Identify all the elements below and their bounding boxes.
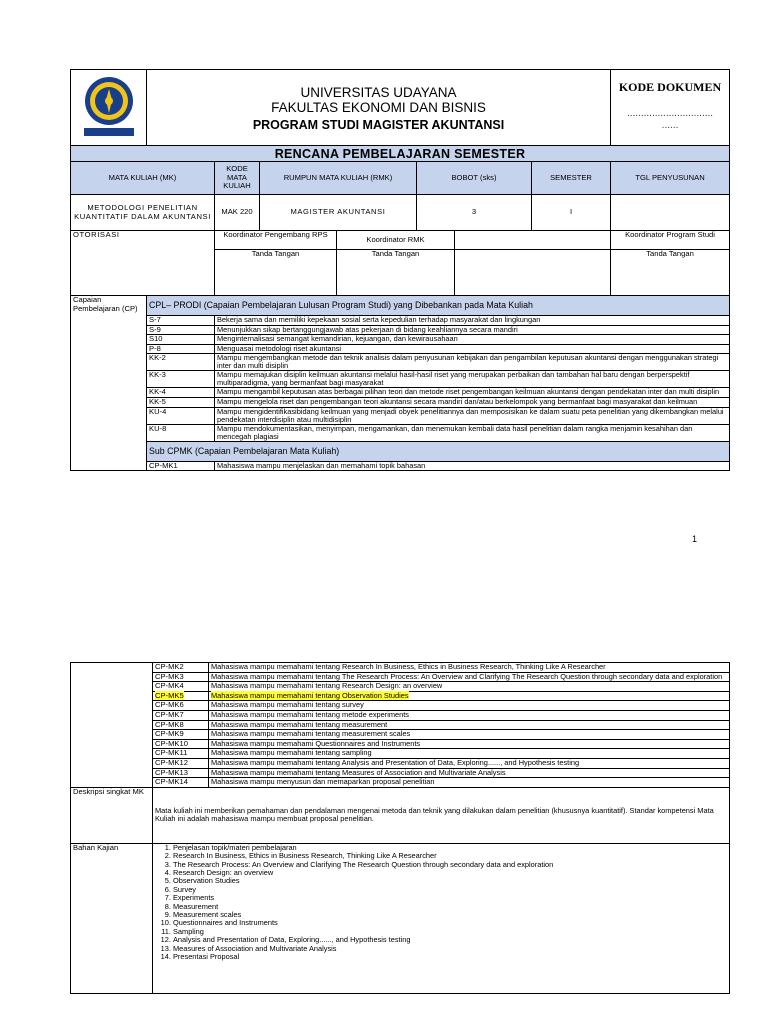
list-item: 4. Research Design: an overview: [173, 869, 727, 877]
faculty-name: FAKULTAS EKONOMI DAN BISNIS: [271, 100, 486, 116]
list-item: 10. Questionnaires and Instruments: [173, 919, 727, 927]
cpmk-text: Mahasiswa mampu memahami tentang Analysis and Presentation of Data, Exploring......, and Hypothesis testing: [209, 758, 730, 768]
list-item: 11. Sampling: [173, 928, 727, 936]
sub-cpmk-heading: Sub CPMK (Capaian Pembelajaran Mata Kuliah): [147, 441, 730, 461]
course-semester: I: [532, 195, 611, 231]
cpl-code: KK-2: [147, 354, 215, 371]
course-bobot: 3: [417, 195, 532, 231]
cpl-text: Menunjukkan sikap bertanggungjawab atas pekerjaan di bidang keahliannya secara mandiri: [215, 325, 730, 335]
cpmk-code: CP-MK3: [153, 672, 209, 682]
cpl-text: Menguasai metodologi riset akuntansi: [215, 344, 730, 354]
col-semester: SEMESTER: [532, 162, 611, 195]
cpl-code: KK-3: [147, 371, 215, 388]
list-item: 8. Measurement: [173, 903, 727, 911]
deskripsi-text: Mata kuliah ini memberikan pemahaman dan pendalaman mengenai metoda dan teknik yang dilakukan dalam penelitian (khususnya kuantitatif). Standar kompetensi Mata Kuliah ini adalah mahasiswa mampu membuat proposal penelitian.: [153, 787, 730, 843]
cpmk-code: CP-MK9: [153, 730, 209, 740]
list-item: 2. Research In Business, Ethics in Business Research, Thinking Like A Researcher: [173, 852, 727, 860]
cpmk-text: Mahasiswa mampu memahami tentang Measures of Association and Multivariate Analysis: [209, 768, 730, 778]
course-code: MAK 220: [215, 195, 260, 231]
rps-table-page2: [70, 662, 730, 994]
cpl-code: KU-8: [147, 424, 215, 441]
list-item: 9. Measurement scales: [173, 911, 727, 919]
otorisasi-label: OTORISASI: [71, 231, 215, 296]
course-rumpun: MAGISTER AKUNTANSI: [260, 195, 417, 231]
koordinator-rmk: Koordinator RMK: [337, 231, 455, 250]
university-logo: [76, 73, 142, 139]
cpmk-code: CP-MK10: [153, 739, 209, 749]
highlighted-code: CP-MK5: [155, 690, 184, 700]
cpmk-text: Mahasiswa mampu memahami tentang Research Design: an overview: [209, 682, 730, 692]
cpmk-text: Mahasiswa mampu menyusun dan memaparkan proposal penelitian: [209, 778, 730, 788]
cp-label: Capaian Pembelajaran (CP): [71, 296, 147, 471]
cpl-code: KK-5: [147, 397, 215, 407]
university-name: UNIVERSITAS UDAYANA: [300, 85, 457, 101]
col-bobot: BOBOT (sks): [417, 162, 532, 195]
cpl-code: KK-4: [147, 388, 215, 398]
col-kode-mk: KODE MATA KULIAH: [215, 162, 260, 195]
cpmk-text: Mahasiswa mampu memahami tentang measurement scales: [209, 730, 730, 740]
cpmk-code: CP-MK8: [153, 720, 209, 730]
rps-title: RENCANA PEMBELAJARAN SEMESTER: [71, 146, 730, 162]
cpl-text: Bekerja sama dan memiliki kepekaan sosial serta kepedulian terhadap masyarakat dan lingkungan: [215, 316, 730, 326]
bahan-kajian-label: Bahan Kajian: [71, 843, 153, 993]
cpl-text: Mampu memajukan disiplin keilmuan akuntansi melalui hasil-hasil riset yang merupakan perbaikan dan tambahan hal baru dengan berperspektif multiparadigma, yang bermanfaat bagi masyarakat: [215, 371, 730, 388]
tanda-tangan-2: Tanda Tangan: [337, 250, 455, 296]
page-number: 1: [692, 534, 698, 544]
cpmk-text: Mahasiswa mampu memahami tentang measurement: [209, 720, 730, 730]
cpl-code: S10: [147, 335, 215, 345]
koordinator-pengembang-rps: Koordinator Pengembang RPS: [215, 231, 337, 250]
program-name: PROGRAM STUDI MAGISTER AKUNTANSI: [252, 118, 505, 133]
cpmk-text: Mahasiswa mampu memahami tentang The Research Process: An Overview and Clarifying The Research Question through secondary data and exploration: [209, 672, 730, 682]
cpmk-text: Mahasiswa mampu memahami Questionnaires and Instruments: [209, 739, 730, 749]
tanda-tangan-1: Tanda Tangan: [215, 250, 337, 296]
list-item: 7. Experiments: [173, 894, 727, 902]
cpl-text: Menginternalisasi semangat kemandirian, kejuangan, dan kewirausahaan: [215, 335, 730, 345]
cpl-code: S-9: [147, 325, 215, 335]
rps-table-page1: [70, 69, 730, 471]
col-tgl-penyusunan: TGL PENYUSUNAN: [611, 162, 730, 195]
kode-dokumen-cell: [611, 70, 730, 146]
koordinator-program-studi: Koordinator Program Studi: [611, 231, 730, 250]
course-name: METODOLOGI PENELITIAN KUANTITATIF DALAM AKUNTANSI: [71, 195, 215, 231]
course-tgl: [611, 195, 730, 231]
cpmk-text: Mahasiswa mampu menjelaskan dan memahami topik bahasan: [215, 461, 730, 471]
tanda-tangan-empty: [455, 250, 611, 296]
cpl-text: Mampu mendokumentasikan, menyimpan, mengamankan, dan menemukan kembali data hasil penelitian dalam rangka menjamin kesahihan dan mencegah plagiasi: [215, 424, 730, 441]
col-mata-kuliah: MATA KULIAH (MK): [71, 162, 215, 195]
cpmk-code: CP-MK6: [153, 701, 209, 711]
kode-dokumen-label: KODE DOKUMEN: [618, 80, 722, 95]
kode-dokumen-value2: ......: [661, 119, 679, 131]
cpl-code: P-8: [147, 344, 215, 354]
cpl-heading: CPL– PRODI (Capaian Pembelajaran Lulusan Program Studi) yang Dibebankan pada Mata Kuliah: [147, 296, 730, 316]
highlighted-text: Mahasiswa mampu memahami tentang Observation Studies: [211, 690, 409, 700]
cpl-text: Mampu mengidentifikasibidang keilmuan yang menjadi obyek penelitiannya dan memposisikan ke dalam suatu peta penelitian yang dikembangkan melalui pendekatan interdisiplin atau multidisiplin: [215, 407, 730, 424]
cpmk-code: CP-MK14: [153, 778, 209, 788]
deskripsi-label: Deskripsi singkat MK: [71, 787, 153, 843]
cpmk-text: Mahasiswa mampu memahami tentang sampling: [209, 749, 730, 759]
logo-cell: [71, 70, 147, 146]
list-item: 13. Measures of Association and Multivariate Analysis: [173, 945, 727, 953]
list-item: 6. Survey: [173, 886, 727, 894]
cpl-code: S-7: [147, 316, 215, 326]
cpmk-text: Mahasiswa mampu memahami tentang Research In Business, Ethics in Business Research, Thinking Like A Researcher: [209, 663, 730, 673]
cpmk-code: CP-MK13: [153, 768, 209, 778]
otorisasi-empty: [455, 231, 611, 250]
header-title-cell: [147, 70, 611, 146]
col-rumpun: RUMPUN MATA KULIAH (RMK): [260, 162, 417, 195]
cpmk-code: CP-MK4: [153, 682, 209, 692]
bahan-kajian-list: [155, 844, 727, 962]
cpmk-text: Mahasiswa mampu memahami tentang survey: [209, 701, 730, 711]
cpl-code: KU-4: [147, 407, 215, 424]
tanda-tangan-3: Tanda Tangan: [611, 250, 730, 296]
cpl-text: Mampu mengambil keputusan atas berbagai pilihan teori dan metode riset pengembangan keilmuan akuntansi dengan pendekatan inter dan multi disiplin: [215, 388, 730, 398]
kode-dokumen-value: ...............................: [626, 107, 714, 119]
cpmk-code: CP-MK2: [153, 663, 209, 673]
list-item: 1. Penjelasan topik/materi pembelajaran: [173, 844, 727, 852]
bahan-kajian-cell: [153, 843, 730, 993]
cp-continuation-cell: [71, 663, 153, 788]
cpmk-code: CP-MK7: [153, 710, 209, 720]
cpmk-text: Mahasiswa mampu memahami tentang metode experiments: [209, 710, 730, 720]
list-item: 5. Observation Studies: [173, 877, 727, 885]
cpl-text: Mampu mengelola riset dan pengembangan teori akuntansi secara mandiri dan/atau berkelompok yang bermanfaat bagi masyarakat dan keilmuan: [215, 397, 730, 407]
cpl-text: Mampu mengembangkan metode dan teknik analisis dalam penyusunan kebijakan dan pengambilan keputusan akuntansi dengan menggunakan strategi inter dan multi disiplin: [215, 354, 730, 371]
list-item: 12. Analysis and Presentation of Data, Exploring......, and Hypothesis testing: [173, 936, 727, 944]
cpmk-code: CP-MK11: [153, 749, 209, 759]
list-item: 3. The Research Process: An Overview and Clarifying The Research Question through secondary data and exploration: [173, 861, 727, 869]
cpmk-code: CP-MK12: [153, 758, 209, 768]
cpmk-code: CP-MK1: [147, 461, 215, 471]
list-item: 14. Presentasi Proposal: [173, 953, 727, 961]
